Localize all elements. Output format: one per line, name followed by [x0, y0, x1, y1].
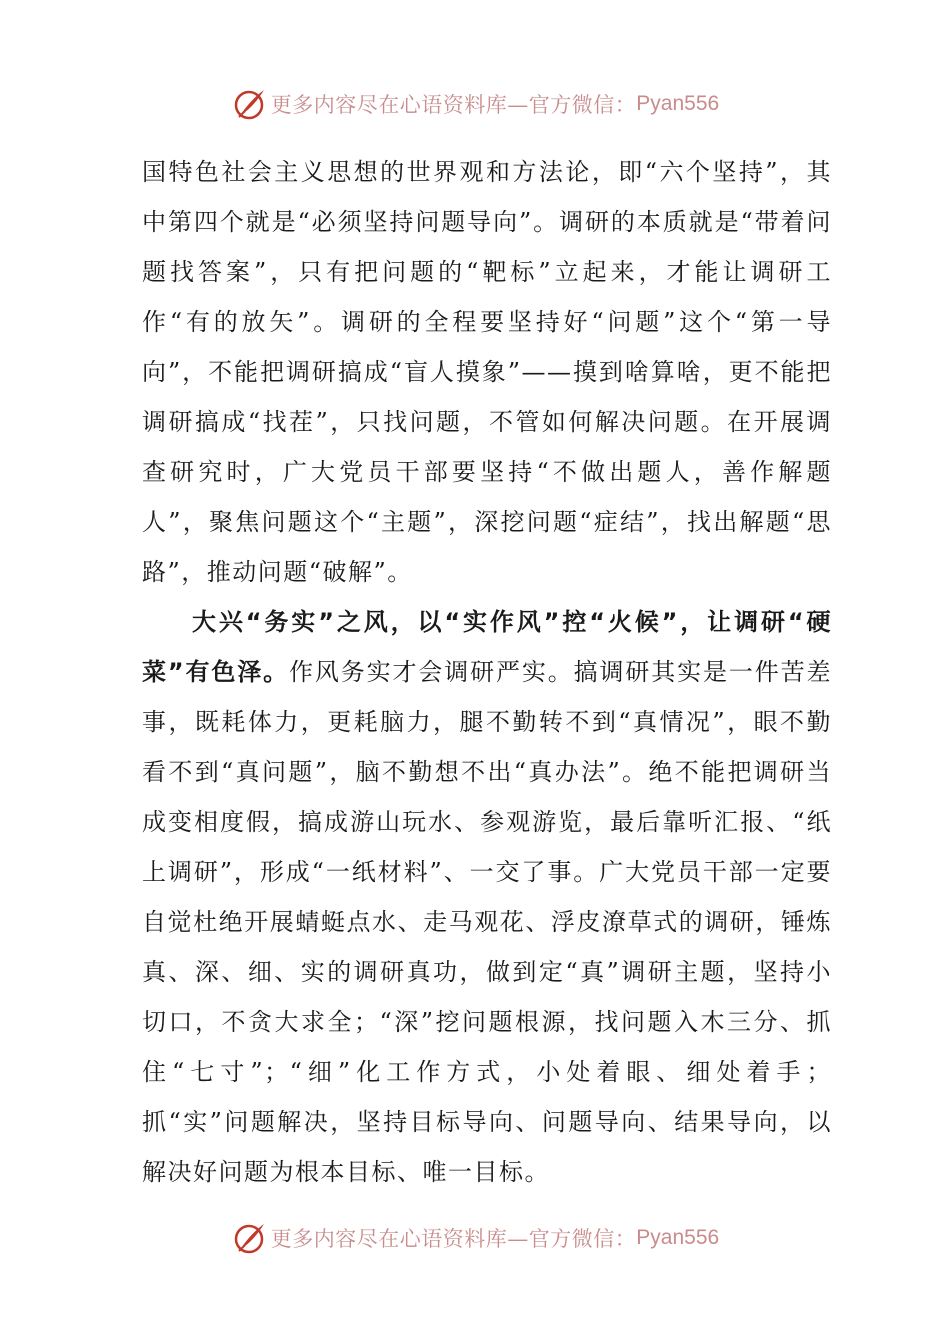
paragraph-work-style	[142, 597, 832, 1197]
wechat-id: Pyan556	[636, 92, 720, 115]
footer-watermark-banner	[0, 1216, 950, 1260]
quill-logo-icon	[231, 86, 267, 122]
header-watermark-banner	[0, 82, 950, 126]
paragraph-heading: 大兴“务实”之风，以“实作风”控“火候”，让调研“硬菜”有色泽。	[142, 608, 832, 686]
banner-text: 更多内容尽在心语资料库—官方微信：	[270, 1227, 637, 1251]
paragraph-text: 作风务实才会调研严实。搞调研其实是一件苦差事，既耗体力，更耗脑力，腿不勤转不到“真情况”，眼不勤看不到“真问题”，脑不勤想不出“真办法”。绝不能把调研当成变相度假，搞成游山玩水、参观游览，最后靠听汇报、“纸上调研”，形成“一纸材料”、一交了事。广大党员干部一定要自觉杜绝开展蜻蜓点水、走马观花、浮皮潦草式的调研，锤炼真、深、细、实的调研真功，做到定“真”调研主题，坚持小切口，不贪大求全；“深”挖问题根源，找问题入木三分、抓住“七寸”；“细”化工作方式，小处着眼、细处着手；抓“实”问题解决，坚持目标导向、问题导向、结果导向，以解决好问题为根本目标、唯一目标。	[142, 658, 833, 1186]
wechat-id: Pyan556	[636, 1226, 720, 1249]
paragraph-continued: 国特色社会主义思想的世界观和方法论，即“六个坚持”，其中第四个就是“必须坚持问题导向”。调研的本质就是“带着问题找答案”，只有把问题的“靶标”立起来，才能让调研工作“有的放矢”。调研的全程要坚持好“问题”这个“第一导向”，不能把调研搞成“盲人摸象”——摸到啥算啥，更不能把调研搞成“找茬”，只找问题，不管如何解决问题。在开展调查研究时，广大党员干部要坚持“不做出题人，善作解题人”，聚焦问题这个“主题”，深挖问题“症结”，找出解题“思路”，推动问题“破解”。	[142, 158, 832, 586]
quill-logo-icon	[231, 1220, 267, 1256]
document-body	[142, 147, 832, 1197]
banner-text: 更多内容尽在心语资料库—官方微信：	[270, 93, 637, 117]
